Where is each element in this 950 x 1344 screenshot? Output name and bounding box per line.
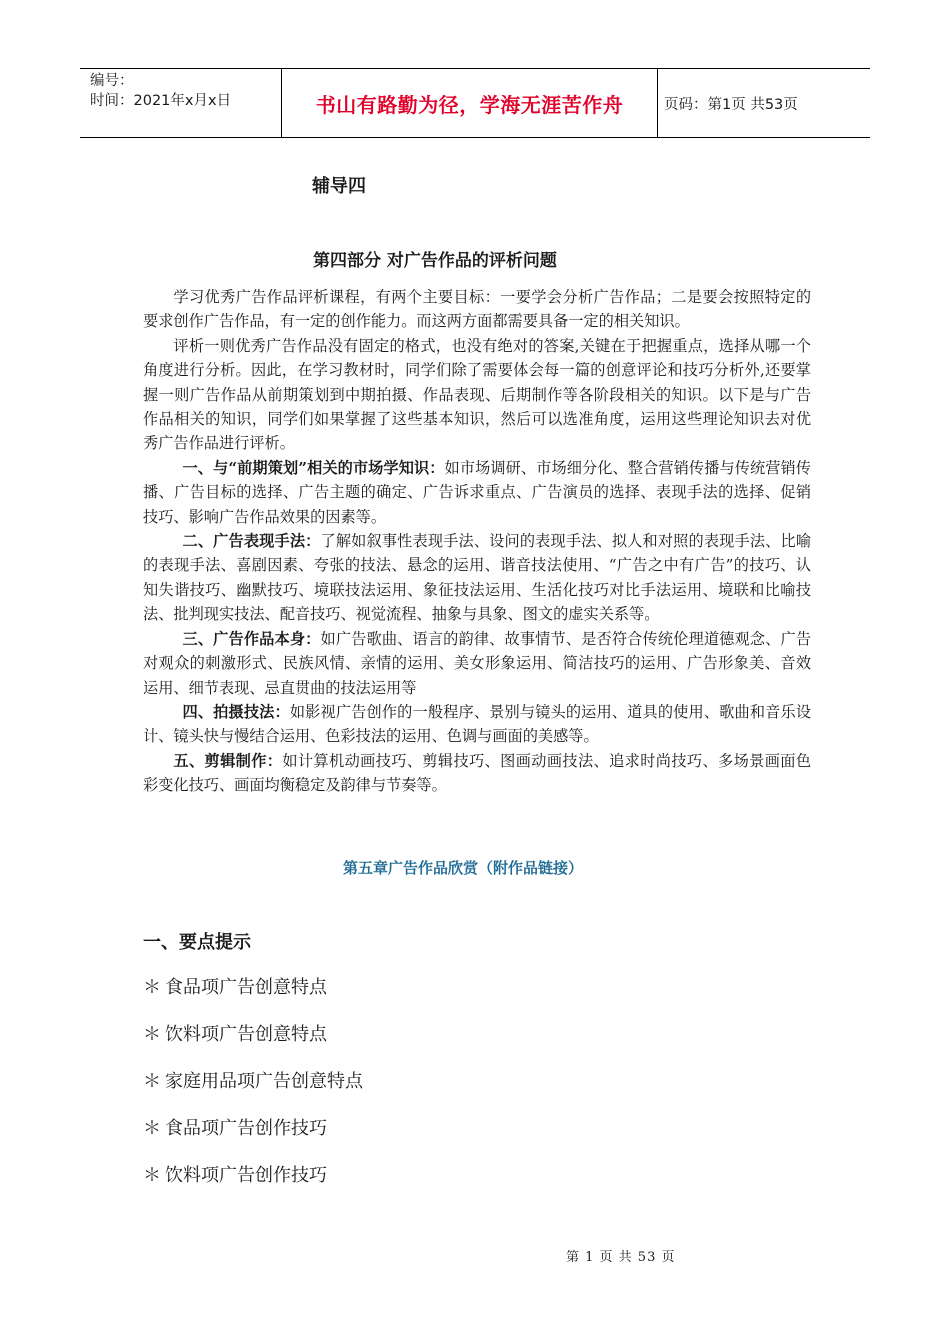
list-item-text: 家庭用品项广告创意特点 [165, 1071, 363, 1092]
header-motto-cell [282, 69, 658, 137]
paragraph-editing [143, 749, 811, 798]
bullet-mark: ＊ [143, 977, 161, 998]
document-date: 时间：2021年x月x日 [90, 93, 232, 109]
bullet-mark: ＊ [143, 1165, 161, 1186]
paragraph-editing-text: 如计算机动画技巧、剪辑技巧、图画动画技法、追求时尚技巧、多场景画面色彩变化技巧、画面均衡稳定及韵律与节奏等。 [143, 751, 812, 795]
list-item [143, 972, 363, 1019]
paragraph-planning [143, 456, 811, 529]
page-footer: 第 1 页 共 53 页 [566, 1250, 676, 1265]
list-item [143, 1160, 363, 1207]
section-heading: 一、要点提示 [143, 932, 251, 953]
paragraph-planning-text: 如市场调研、市场细分化、整合营销传播与传统营销传播、广告目标的选择、广告主题的确定、广告诉求重点、广告演员的选择、表现手法的选择、促销技巧、影响广告作品效果的因素等。 [143, 458, 811, 526]
document-number-label: 编号： [90, 73, 134, 89]
paragraph-editing-lead: 五、剪辑制作： [173, 751, 283, 770]
paragraph-expression-lead: 二、广告表现手法： [182, 532, 321, 551]
header-motto: 书山有路勤为径，学海无涯苦作舟 [315, 92, 624, 117]
list-item [143, 1066, 363, 1113]
header-meta [80, 69, 282, 137]
paragraph-work-lead: 三、广告作品本身： [182, 629, 321, 648]
bullet-mark: ＊ [143, 1024, 161, 1045]
list-item [143, 1019, 363, 1066]
list-item-text: 食品项广告创意特点 [165, 977, 327, 998]
list-item-text: 食品项广告创作技巧 [165, 1118, 327, 1139]
part-title: 第四部分 对广告作品的评析问题 [313, 251, 557, 271]
page-header [80, 68, 870, 138]
paragraph-work-text: 如广告歌曲、语言的韵律、故事情节、是否符合传统伦理道德观念、广告对观众的刺激形式、民族风情、亲情的运用、美女形象运用、简洁技巧的运用、广告形象美、音效运用、细节表现、忌直贯曲的技法运用等 [143, 629, 812, 697]
chapter-heading: 第五章广告作品欣赏（附作品链接） [343, 859, 584, 877]
bullet-mark: ＊ [143, 1071, 161, 1092]
header-page-info: 页码：第1页 共53页 [664, 96, 798, 113]
paragraph-planning-lead: 一、与“前期策划”相关的市场学知识： [182, 458, 445, 477]
paragraph-intro: 学习优秀广告作品评析课程，有两个主要目标：一要学会分析广告作品；二是要会按照特定的要求创作广告作品，有一定的创作能力。而这两方面都需要具备一定的相关知识。 [143, 288, 811, 331]
paragraph-expression [143, 529, 811, 627]
paragraph-work [143, 627, 811, 700]
paragraph-method: 评析一则优秀广告作品没有固定的格式，也没有绝对的答案,关键在于把握重点，选择从哪一个角度进行分析。因此，在学习教材时，同学们除了需要体会每一篇的创意评论和技巧分析外,还要掌握一则广告作品从前期策划到中期拍摄、作品表现、后期制作等各阶段相关的知识。以下是与广告作品相关的知识，同学们如果掌握了这些基本知识，然后可以选准角度，运用这些理论知识去对优秀广告作品进行评析。 [143, 336, 811, 453]
tutor-title: 辅导四 [312, 176, 366, 197]
paragraph-expression-text: 了解如叙事性表现手法、设问的表现手法、拟人和对照的表现手法、比喻的表现手法、喜剧因素、夸张的技法、悬念的运用、谐音技法使用、“广告之中有广告”的技巧、认知失谐技巧、幽默技巧、境联技法运用、象征技法运用、生活化技巧对比手法运用、境联和比喻技法、批判现实技法、配音技巧、视觉流程、抽象与具象、图文的虚实关系等。 [143, 532, 812, 624]
list-item-text: 饮料项广告创意特点 [165, 1024, 327, 1045]
paragraph-shooting [143, 700, 811, 749]
bullet-mark: ＊ [143, 1118, 161, 1139]
paragraph-shooting-text: 如影视广告创作的一般程序、景别与镜头的运用、道具的使用、歌曲和音乐设计、镜头快与慢结合运用、色彩技法的运用、色调与画面的美感等。 [143, 702, 812, 746]
list-item-text: 饮料项广告创作技巧 [165, 1165, 327, 1186]
paragraph-shooting-lead: 四、拍摄技法： [182, 702, 290, 721]
list-item [143, 1113, 363, 1160]
body-text [143, 285, 811, 798]
key-points-list [143, 972, 363, 1207]
